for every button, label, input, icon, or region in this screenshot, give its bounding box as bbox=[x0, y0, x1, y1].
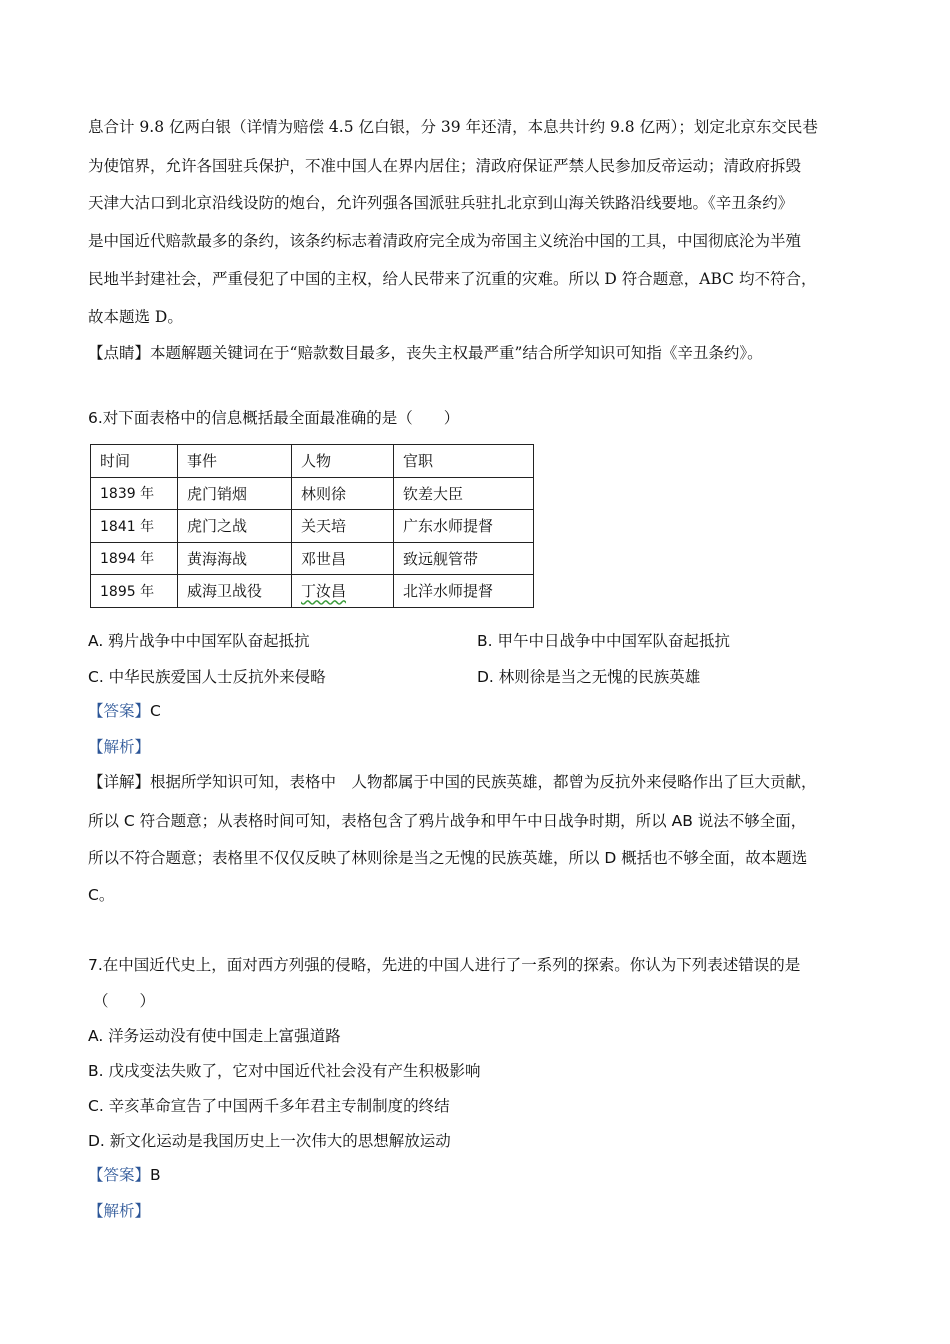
answer-label: 【答案】 bbox=[88, 702, 151, 720]
spellcheck-underlined-name: 丁汝昌 bbox=[301, 582, 347, 601]
detail-label: 【详解】 bbox=[88, 773, 151, 791]
table-cell-person: 林则徐 bbox=[292, 477, 394, 510]
question-6-option-b: B. 甲午中日战争中中国军队奋起抵抗 bbox=[477, 632, 730, 650]
table-cell-title: 广东水师提督 bbox=[394, 510, 534, 543]
prev-explanation-line-1: 息合计 9.8 亿两白银（详情为赔偿 4.5 亿白银，分 39 年还清，本息共计约 9.8 亿两）；划定北京东交民巷 bbox=[88, 118, 818, 136]
table-cell-title: 钦差大臣 bbox=[394, 477, 534, 510]
prev-explanation-line-3: 天津大沽口到北京沿线设防的炮台，允许列强各国派驻兵驻扎北京到山海关铁路沿线要地。《辛丑条约》 bbox=[88, 194, 794, 212]
question-7-option-b: B. 戊戌变法失败了，它对中国近代社会没有产生积极影响 bbox=[88, 1062, 481, 1080]
info-table bbox=[90, 444, 534, 608]
prev-explanation-line-6: 故本题选 D。 bbox=[88, 308, 183, 326]
table-cell-event: 虎门之战 bbox=[178, 510, 292, 543]
table-header-row bbox=[91, 445, 534, 478]
question-7-title: 7.在中国近代史上，面对西方列强的侵略，先进的中国人进行了一系列的探索。你认为下列表述错误的是 bbox=[88, 956, 801, 974]
question-6-option-a: A. 鸦片战争中中国军队奋起抵抗 bbox=[88, 632, 310, 650]
tip-text: 本题解题关键词在于“赔款数目最多，丧失主权最严重”结合所学知识可知指《辛丑条约》。 bbox=[150, 344, 763, 362]
table-row bbox=[91, 542, 534, 575]
table-cell-event: 虎门销烟 bbox=[178, 477, 292, 510]
detail-text: 根据所学知识可知，表格中 人物都属于中国的民族英雄，都曾为反抗外来侵略作出了巨大贡献， bbox=[150, 773, 817, 791]
answer-value: B bbox=[150, 1166, 161, 1184]
question-7-answer bbox=[88, 1164, 161, 1186]
table-cell-title: 致远舰管带 bbox=[394, 542, 534, 575]
table-cell-event: 黄海海战 bbox=[178, 542, 292, 575]
prev-explanation-line-2: 为使馆界，允许各国驻兵保护，不准中国人在界内居住；清政府保证严禁人民参加反帝运动；清政府拆毁 bbox=[88, 157, 802, 175]
question-7-analysis-label: 【解析】 bbox=[88, 1202, 151, 1220]
table-cell-title: 北洋水师提督 bbox=[394, 575, 534, 608]
question-6-answer bbox=[88, 700, 161, 722]
table-header-cell: 事件 bbox=[178, 445, 292, 478]
table-cell-year: 1894 年 bbox=[91, 542, 178, 575]
question-6-detail-line-2: 所以 C 符合题意；从表格时间可知，表格包含了鸦片战争和甲午中日战争时期，所以 AB 说法不够全面， bbox=[88, 812, 807, 830]
table-cell-person: 邓世昌 bbox=[292, 542, 394, 575]
table-cell-person bbox=[292, 575, 394, 608]
table-cell-year: 1895 年 bbox=[91, 575, 178, 608]
question-6-detail-line-3: 所以不符合题意；表格里不仅仅反映了林则徐是当之无愧的民族英雄，所以 D 概括也不够全面，故本题选 bbox=[88, 849, 808, 867]
table-row bbox=[91, 510, 534, 543]
table-row bbox=[91, 575, 534, 608]
question-6-detail-line-4: C。 bbox=[88, 886, 115, 904]
question-6-option-d: D. 林则徐是当之无愧的民族英雄 bbox=[477, 668, 701, 686]
tip-line bbox=[88, 342, 763, 364]
table-cell-event: 威海卫战役 bbox=[178, 575, 292, 608]
table-header-cell: 人物 bbox=[292, 445, 394, 478]
question-7-option-c: C. 辛亥革命宣告了中国两千多年君主专制制度的终结 bbox=[88, 1097, 450, 1115]
question-7-option-d: D. 新文化运动是我国历史上一次伟大的思想解放运动 bbox=[88, 1132, 451, 1150]
question-6-option-c: C. 中华民族爱国人士反抗外来侵略 bbox=[88, 668, 326, 686]
question-7-option-a: A. 洋务运动没有使中国走上富强道路 bbox=[88, 1027, 341, 1045]
table-cell-year: 1839 年 bbox=[91, 477, 178, 510]
answer-label: 【答案】 bbox=[88, 1166, 151, 1184]
answer-value: C bbox=[150, 702, 161, 720]
table-header-cell: 时间 bbox=[91, 445, 178, 478]
table-row bbox=[91, 477, 534, 510]
prev-explanation-line-5: 民地半封建社会，严重侵犯了中国的主权，给人民带来了沉重的灾难。所以 D 符合题意，ABC 均不符合， bbox=[88, 270, 817, 288]
prev-explanation-line-4: 是中国近代赔款最多的条约，该条约标志着清政府完全成为帝国主义统治中国的工具，中国彻底沦为半殖 bbox=[88, 232, 802, 250]
question-7-title-paren: （ ） bbox=[93, 992, 156, 1010]
question-6-analysis-label: 【解析】 bbox=[88, 738, 151, 756]
tip-label: 【点睛】 bbox=[88, 344, 151, 362]
table-header-cell: 官职 bbox=[394, 445, 534, 478]
question-6-detail-line-1 bbox=[88, 771, 817, 793]
table-cell-year: 1841 年 bbox=[91, 510, 178, 543]
table-cell-person: 关天培 bbox=[292, 510, 394, 543]
question-6-title: 6.对下面表格中的信息概括最全面最准确的是（ ） bbox=[88, 409, 460, 427]
